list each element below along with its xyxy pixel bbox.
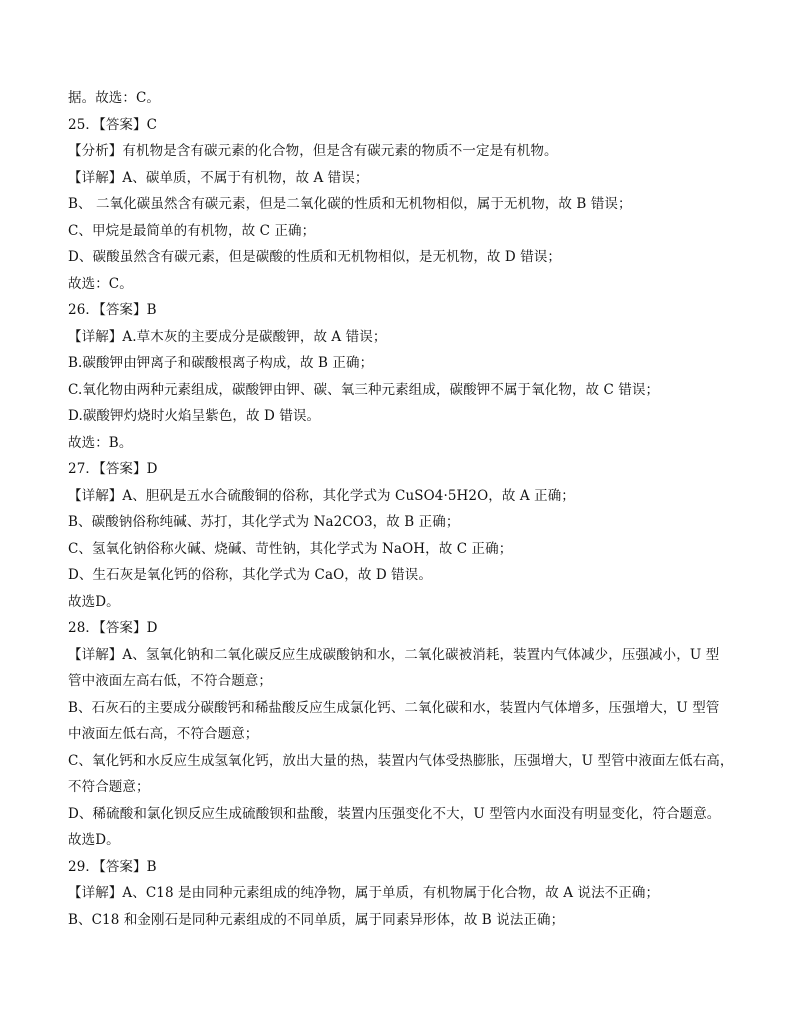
text-line: B、碳酸钠俗称纯碱、苏打，其化学式为 Na2CO3，故 B 正确； bbox=[68, 514, 460, 530]
text-line: 据。故选：C。 bbox=[68, 90, 161, 106]
text-line: 【详解】A、C18 是由同种元素组成的纯净物，属于单质，有机物属于化合物，故 A 说法不正确； bbox=[68, 885, 660, 901]
text-line: B、C18 和金刚石是同种元素组成的不同单质，属于同素异形体，故 B 说法正确； bbox=[68, 911, 565, 928]
text-line: D、生石灰是氧化钙的俗称，其化学式为 CaO，故 D 错误。 bbox=[68, 567, 432, 583]
text-line: 中液面左低右高，不符合题意； bbox=[68, 726, 259, 742]
text-line: 故选D。 bbox=[68, 593, 120, 610]
question-header: 28．【答案】D bbox=[68, 620, 158, 636]
text-line: D、稀硫酸和氯化钡反应生成硫酸钡和盐酸，装置内压强变化不大，U 型管内水面没有明显变化，符合题意。 bbox=[68, 805, 721, 822]
text-line: B、 二氧化碳虽然含有碳元素，但是二氧化碳的性质和无机物相似，属于无机物，故 B 错误； bbox=[68, 196, 632, 212]
text-line: D.碳酸钾灼烧时火焰呈紫色，故 D 错误。 bbox=[68, 408, 321, 424]
text-line: B、石灰石的主要成分碳酸钙和稀盐酸反应生成氯化钙、二氧化碳和水，装置内气体增多，压强增大，U 型管 bbox=[68, 699, 720, 716]
text-line: D、碳酸虽然含有碳元素，但是碳酸的性质和无机物相似，是无机物，故 D 错误； bbox=[68, 249, 562, 265]
text-line: C、氧化钙和水反应生成氢氧化钙，放出大量的热，装置内气体受热膨胀，压强增大，U 型管中液面左低右高， bbox=[68, 752, 734, 769]
text-line: 不符合题意； bbox=[68, 779, 150, 795]
text-line: C.氧化物由两种元素组成，碳酸钾由钾、碳、氧三种元素组成，碳酸钾不属于氧化物，故 C 错误； bbox=[68, 381, 660, 398]
question-header: 27．【答案】D bbox=[68, 461, 158, 477]
question-header: 25．【答案】C bbox=[68, 116, 158, 133]
text-line: 【分析】有机物是含有碳元素的化合物，但是含有碳元素的物质不一定是有机物。 bbox=[68, 143, 558, 159]
text-line: 故选D。 bbox=[68, 832, 120, 848]
text-line: C、甲烷是最简单的有机物，故 C 正确； bbox=[68, 222, 316, 239]
text-line: 【详解】A、胆矾是五水合硫酸铜的俗称，其化学式为 CuSO4·5H2O，故 A 正确； bbox=[68, 487, 575, 504]
text-line: 故选：B。 bbox=[68, 434, 133, 451]
text-line: 故选：C。 bbox=[68, 275, 133, 292]
text-line: C、氢氧化钠俗称火碱、烧碱、苛性钠，其化学式为 NaOH，故 C 正确； bbox=[68, 540, 513, 557]
text-line: B.碳酸钾由钾离子和碳酸根离子构成，故 B 正确； bbox=[68, 355, 374, 371]
text-line: 管中液面左高右低，不符合题意； bbox=[68, 673, 272, 689]
text-line: 【详解】A.草木灰的主要成分是碳酸钾，故 A 错误； bbox=[68, 328, 387, 345]
text-line: 【详解】A、碳单质，不属于有机物，故 A 错误； bbox=[68, 169, 369, 186]
text-line: 【详解】A、氢氧化钠和二氧化碳反应生成碳酸钠和水，二氧化碳被消耗，装置内气体减少，压强减小，U 型 bbox=[68, 646, 720, 663]
question-header: 26．【答案】B bbox=[68, 302, 157, 318]
question-header: 29．【答案】B bbox=[68, 858, 157, 875]
